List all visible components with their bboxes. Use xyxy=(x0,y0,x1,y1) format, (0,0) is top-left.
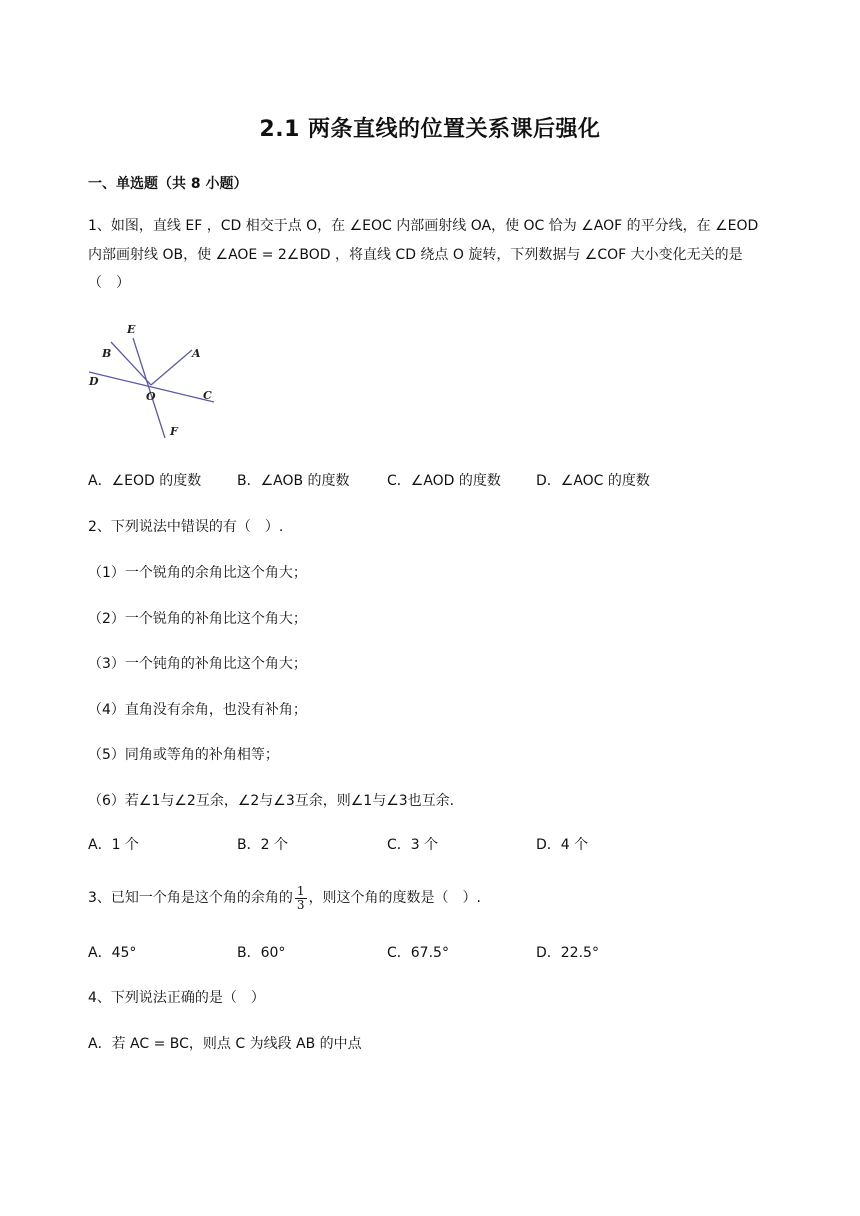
q3-option-b[interactable]: B．60° xyxy=(237,945,286,961)
label-d: D xyxy=(89,375,99,388)
q2-option-d[interactable]: D．4 个 xyxy=(536,837,589,853)
q1-stem-line-2: 内部画射线 OB，使 ∠AOE = 2∠BOD ，将直线 CD 绕点 O 旋转，下列数据与 ∠COF 大小变化无关的是 xyxy=(88,247,743,263)
q1-stem-line-1: 1、如图，直线 EF ，CD 相交于点 O，在 ∠EOC 内部画射线 OA，使 OC 恰为 ∠AOF 的平分线，在 ∠EOD xyxy=(88,218,759,234)
q1-option-b[interactable]: B．∠AOB 的度数 xyxy=(237,473,350,489)
q4-stem: 4、下列说法正确的是（ ） xyxy=(88,990,265,1006)
q3-stem-before: 3、已知一个角是这个角的余角的 xyxy=(88,890,293,906)
section-heading: 一、单选题（共 8 小题） xyxy=(88,176,248,192)
q4-option-a[interactable]: A．若 AC = BC，则点 C 为线段 AB 的中点 xyxy=(88,1036,362,1052)
q2-item-5: （5）同角或等角的补角相等； xyxy=(88,747,279,763)
q3-fraction xyxy=(295,885,307,912)
line-e-f xyxy=(133,338,165,438)
q1-option-a[interactable]: A．∠EOD 的度数 xyxy=(88,473,202,489)
label-o: O xyxy=(146,390,156,403)
q3-option-d[interactable]: D．22.5° xyxy=(536,945,599,961)
q3-option-a[interactable]: A．45° xyxy=(88,945,137,961)
q3-stem-after: ，则这个角的度数是（ ）. xyxy=(308,890,482,906)
q1-option-d[interactable]: D．∠AOC 的度数 xyxy=(536,473,650,489)
q3-stem xyxy=(88,880,788,916)
q2-option-a[interactable]: A．1 个 xyxy=(88,837,139,853)
label-f: F xyxy=(170,425,178,438)
label-a: A xyxy=(192,347,201,360)
q2-item-6: （6）若∠1与∠2互余，∠2与∠3互余，则∠1与∠3也互余. xyxy=(88,793,455,809)
label-c: C xyxy=(203,389,212,402)
label-b: B xyxy=(102,347,112,360)
q2-option-b[interactable]: B．2 个 xyxy=(237,837,288,853)
q1-stem-line-3: （ ） xyxy=(88,275,130,291)
q2-item-4: （4）直角没有余角，也没有补角； xyxy=(88,702,307,718)
label-e: E xyxy=(127,323,136,336)
q3-option-c[interactable]: C．67.5° xyxy=(387,945,449,961)
q2-item-3: （3）一个钝角的补角比这个角大； xyxy=(88,656,307,672)
q1-geometry-figure xyxy=(86,320,221,442)
q1-option-c[interactable]: C．∠AOD 的度数 xyxy=(387,473,501,489)
q2-stem: 2、下列说法中错误的有（ ）. xyxy=(88,519,284,535)
page-title: 2.1 两条直线的位置关系课后强化 xyxy=(259,117,601,142)
q3-fraction-numerator: 1 xyxy=(296,883,305,898)
q2-item-1: （1）一个锐角的余角比这个角大； xyxy=(88,565,307,581)
ray-o-a xyxy=(151,350,192,385)
q2-option-c[interactable]: C．3 个 xyxy=(387,837,439,853)
q3-fraction-denominator: 3 xyxy=(296,897,305,912)
q2-item-2: （2）一个锐角的补角比这个角大； xyxy=(88,611,307,627)
